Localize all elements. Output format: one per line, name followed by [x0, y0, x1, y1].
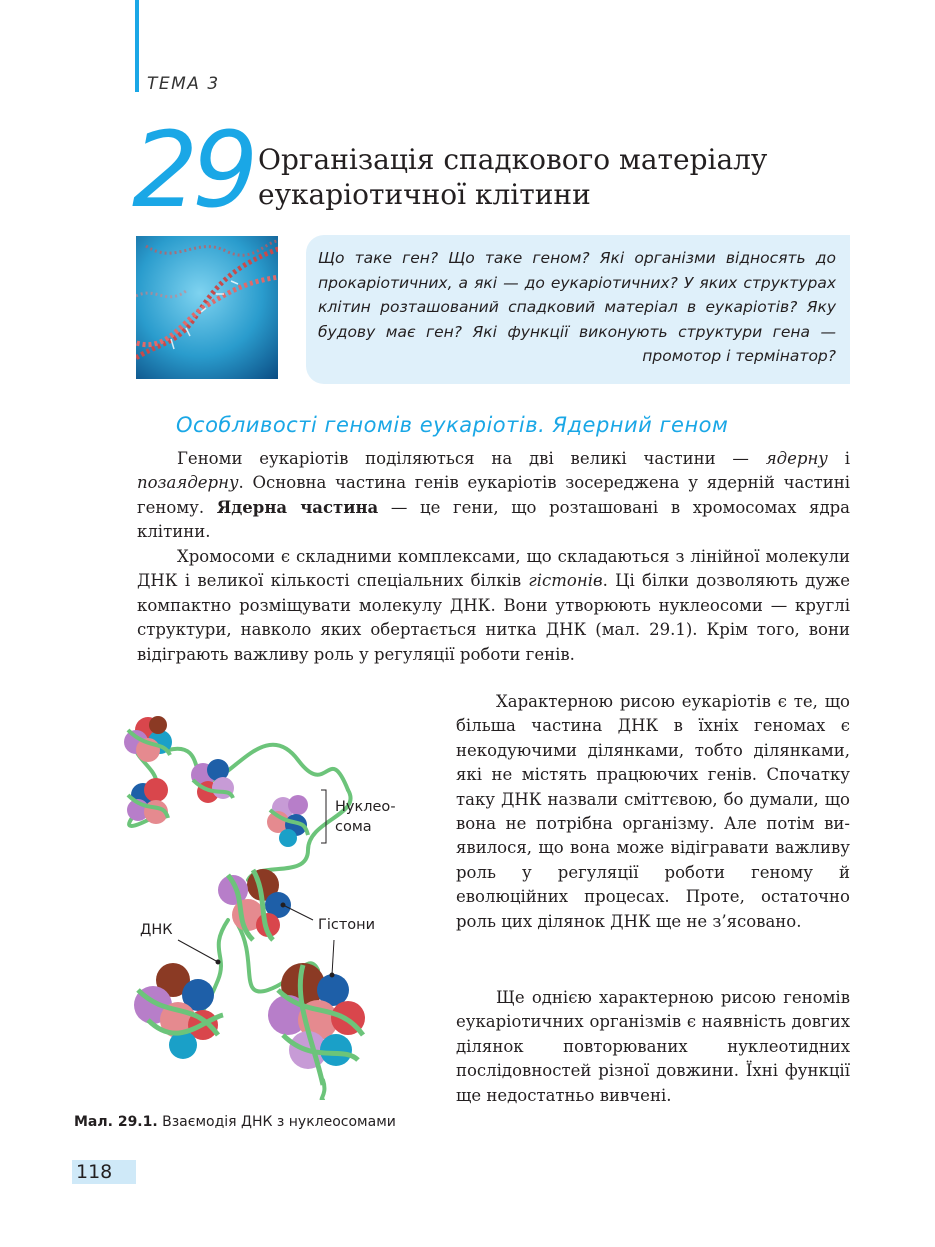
- paragraph-1-text: — це гени, що розташовані в хромосомах ядра клітини.: [137, 497, 851, 542]
- page-number: 118: [76, 1161, 113, 1183]
- nucleosome-2: [127, 778, 168, 824]
- paragraph-1-text: і: [827, 449, 850, 468]
- topic-label: ТЕМА 3: [147, 74, 220, 94]
- label-dna: ДНК: [140, 922, 173, 938]
- nucleosome-4: [267, 795, 308, 847]
- paragraph-1-text: . Основна частина генів еукаріотів зосереджена у ядерній частині геному.: [137, 473, 850, 517]
- paragraph-3: Характерною рисою еукаріотів є те, що більша частина ДНК в їхніх геномах є некодуючими ділянками, тобто ділянками, які не містять працюючих генів. Спочатку таку ДНК назвали сміттєвою, бо думали, що вона не потрібна організму. Але потім виявилося, що вона може відігравати важливу роль у регуляції роботи геному й еволюційних процесах. Проте, остаточно роль цих ділянок ДНК ще не з’ясовано.: [456, 692, 850, 931]
- dna-photo: [136, 236, 278, 379]
- paragraph-2: [137, 545, 850, 667]
- nucleosome-figure: [108, 700, 418, 1100]
- paragraph-1-bold-term: Ядерна частина: [216, 497, 379, 517]
- topic-bar: [135, 0, 139, 92]
- paragraph-2-italic-histones: гістонів: [528, 571, 603, 591]
- paragraph-1-text: Геноми еукаріотів поділяються на дві великі частини —: [177, 449, 766, 468]
- chapter-title-line2: еукаріотичної клітини: [258, 178, 591, 211]
- nucleosome-3: [191, 759, 234, 803]
- paragraph-4: Ще однією характерною рисою геномів еукаріотичних організмів є наявність довгих ділянок повторюваних нуклеотидних послідовностей різної довжини. Їхні функції ще недостатньо вивчені.: [456, 988, 850, 1105]
- nucleosome-5: [218, 869, 291, 940]
- section-heading: Особливості геномів еукаріотів. Ядерний геном: [176, 413, 729, 437]
- paragraph-1: [137, 447, 850, 545]
- nucleosome-6: [134, 963, 223, 1059]
- nucleosome-1: [124, 716, 172, 762]
- figure-caption-number: Мал. 29.1.: [74, 1114, 158, 1130]
- paragraph-1-italic-nuclear: ядерну: [765, 449, 828, 468]
- chapter-title: [258, 142, 858, 212]
- figure-caption-text: Взаємодія ДНК з нуклеосомами: [157, 1114, 396, 1130]
- nucleosome-7: [268, 963, 365, 1085]
- chapter-number: 29: [132, 109, 253, 231]
- paragraph-2-text: . Ці білки дозволяють дуже компактно розміщувати молекулу ДНК. Вони утворюють нуклеосоми — круглі структури, навколо яких обертається нитка ДНК (мал. 29.1). Крім того, вони відіграють важливу роль у регуляції роботи генів.: [137, 571, 850, 664]
- label-histones: Гістони: [318, 917, 376, 933]
- label-nucleosome: Нуклеосома: [335, 799, 396, 835]
- figure-caption: [74, 1114, 396, 1130]
- chapter-title-line1: Організація спадкового матеріалу: [258, 143, 768, 176]
- questions-text: Що таке ген? Що таке геном? Які організми відносять до прокаріотичних, а які — до еукаріотичних? У яких структурах клітин розташований спадковий матеріал в еукаріотів? Яку будову має ген? Які функції виконують структури гена — промотор і термінатор?: [318, 249, 836, 365]
- paragraph-1-italic-extranuclear: позаядерну: [137, 473, 239, 493]
- paragraph-2-text: Хромосоми є складними комплексами, що складаються з лінійної молекули ДНК і великої кількості спеціальних білків: [137, 547, 850, 591]
